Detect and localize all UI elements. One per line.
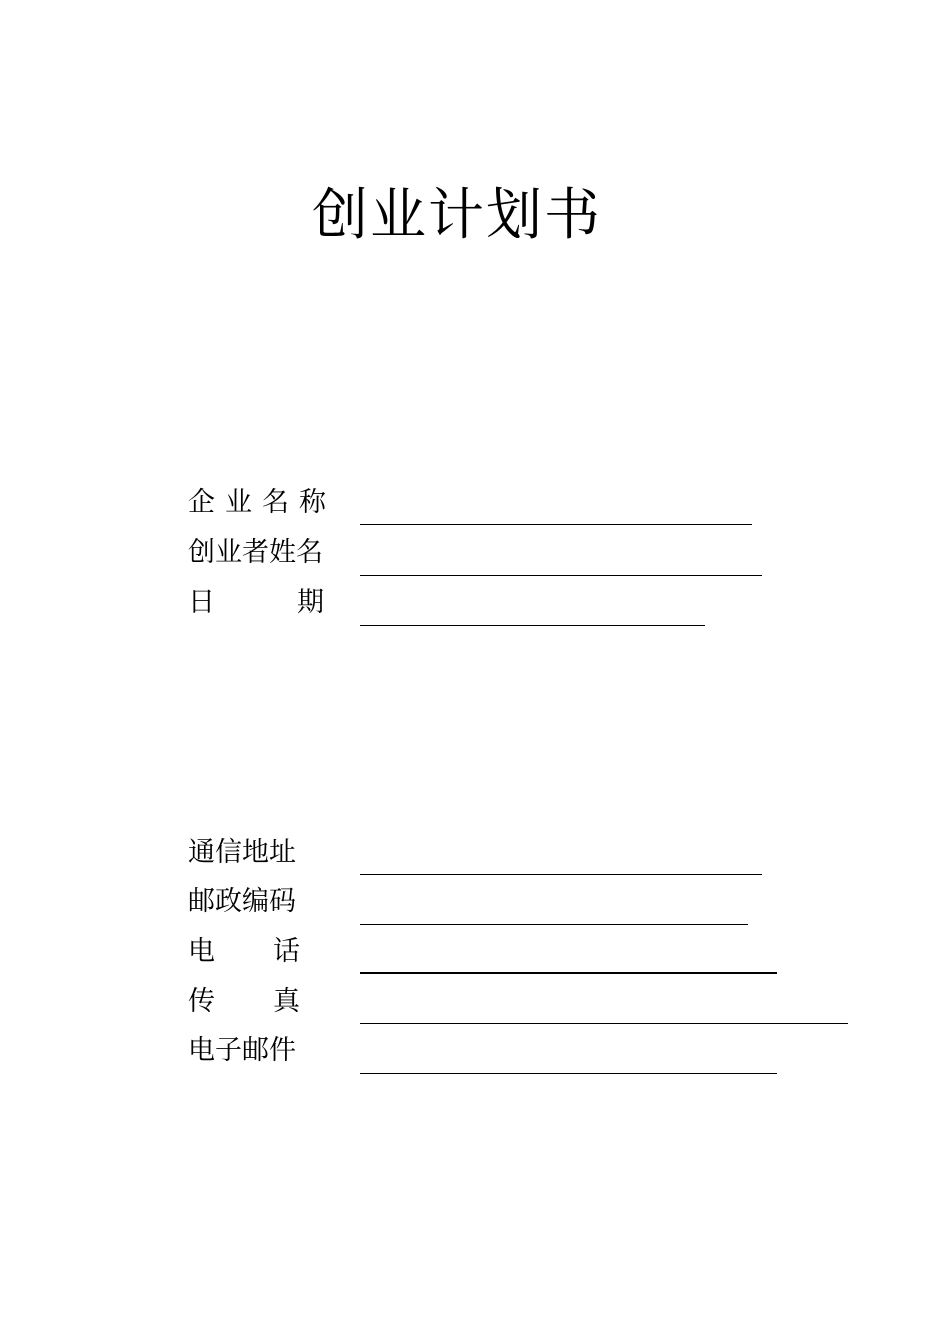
fax-field-line[interactable] [360, 1023, 848, 1024]
date-row [188, 585, 788, 625]
postcode-field-line[interactable] [360, 924, 748, 925]
email-field-line[interactable] [360, 1073, 777, 1074]
fax-label: 传真 [188, 986, 358, 1017]
email-label: 电子邮件 [188, 1035, 296, 1066]
address-label: 通信地址 [188, 837, 296, 868]
phone-row [188, 934, 788, 974]
postcode-row [188, 884, 788, 924]
postcode-label: 邮政编码 [188, 886, 296, 917]
founder-name-label: 创业者姓名 [188, 537, 323, 568]
company-name-row [188, 485, 788, 525]
email-row [188, 1033, 788, 1073]
phone-field-line[interactable] [360, 972, 777, 974]
date-label: 日期 [188, 587, 406, 618]
address-row [188, 835, 788, 875]
page-title: 创业计划书 [312, 183, 602, 248]
address-field-line[interactable] [360, 874, 762, 875]
founder-name-row [188, 535, 788, 575]
founder-name-field-line[interactable] [360, 575, 762, 576]
phone-label: 电话 [188, 936, 358, 967]
company-name-field-line[interactable] [360, 524, 752, 525]
date-field-line[interactable] [360, 625, 705, 626]
fax-row [188, 984, 788, 1024]
company-name-label: 企业名称 [188, 487, 336, 518]
